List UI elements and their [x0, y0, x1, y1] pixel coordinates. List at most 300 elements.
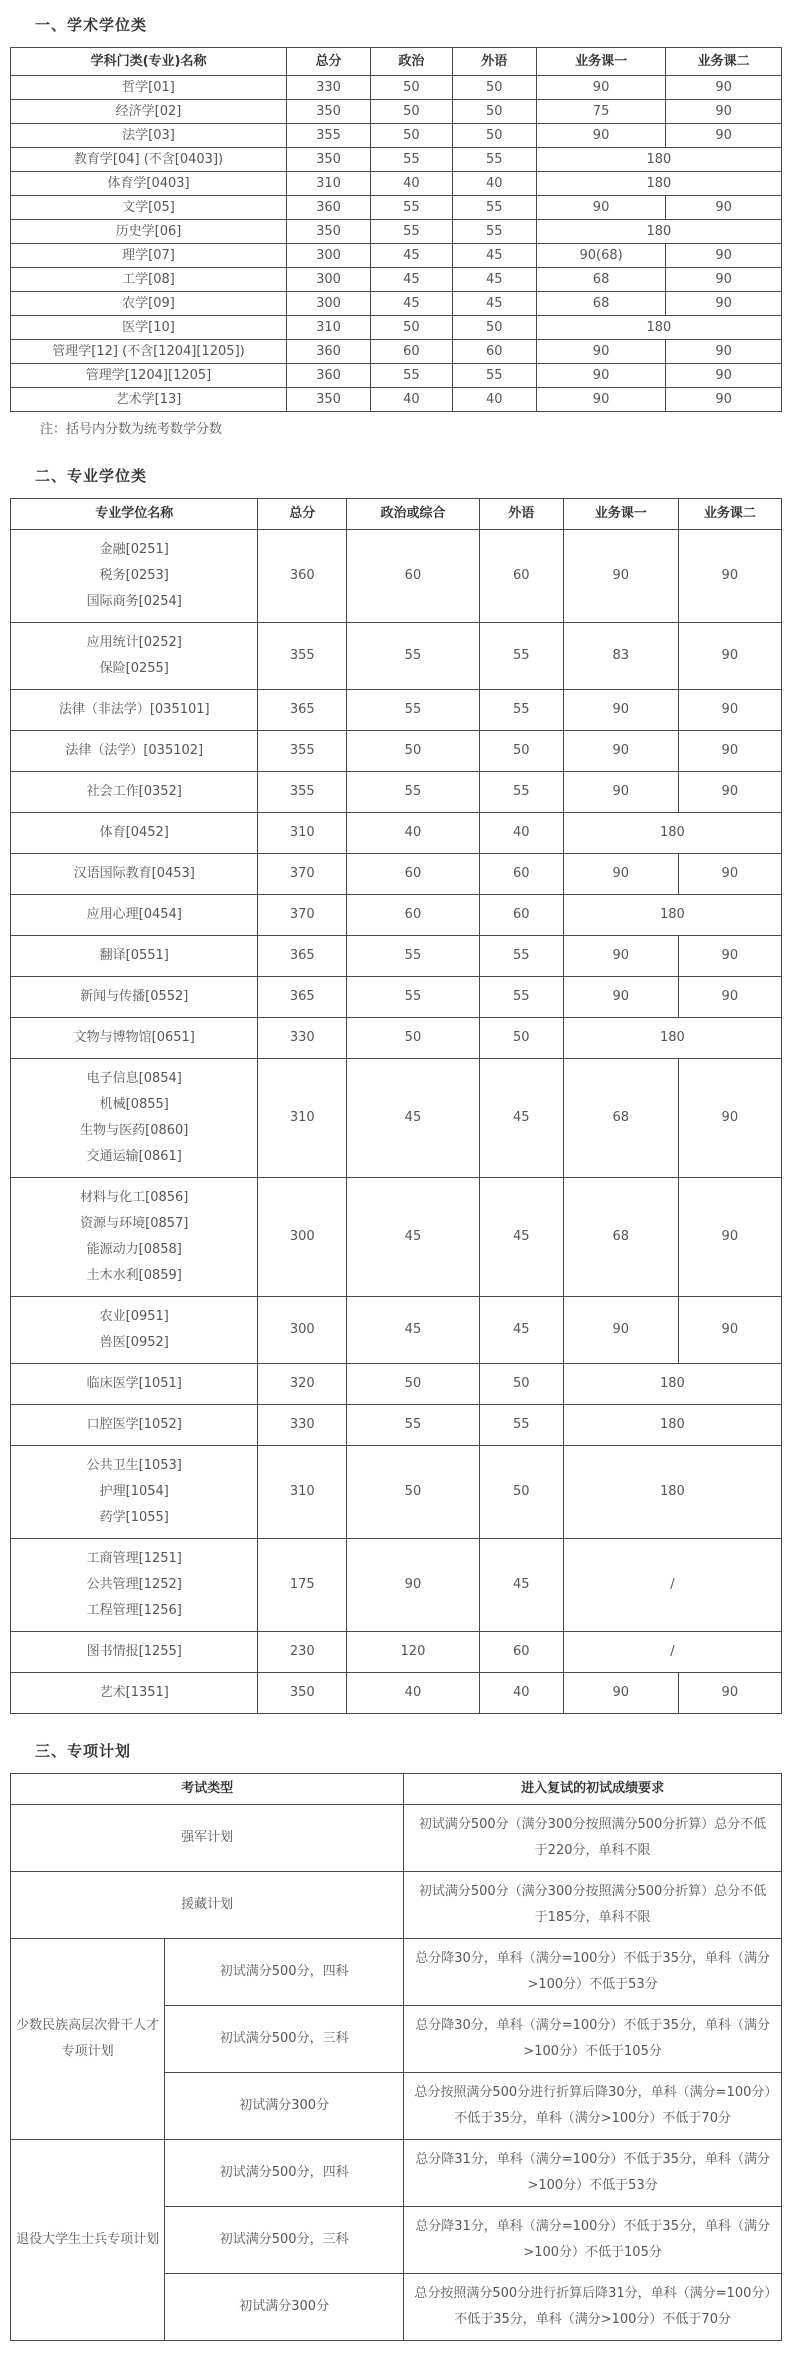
score-cell: 350 [287, 388, 371, 412]
score-cell: 350 [287, 100, 371, 124]
score-cell: 365 [258, 936, 347, 977]
score-cell: 90 [563, 1673, 678, 1714]
score-cell: 55 [479, 623, 563, 690]
score-cell: 40 [452, 172, 536, 196]
subject-name: 教育学[04] (不含[0403]) [73, 152, 224, 167]
subject-name: 历史学[06] [115, 224, 182, 239]
subject-name: 保险[0255] [99, 661, 169, 676]
score-cell: 60 [479, 1632, 563, 1673]
professional-table-head [11, 499, 782, 530]
table-row [11, 244, 782, 268]
table-row [11, 316, 782, 340]
score-cell: 55 [371, 220, 453, 244]
score-cell: 90 [536, 388, 666, 412]
score-cell: 55 [452, 220, 536, 244]
column-header: 进入复试的初试成绩要求 [404, 1774, 782, 1805]
subject-name: 交通运输[0861] [86, 1149, 182, 1164]
score-cell: 175 [258, 1539, 347, 1632]
table-row [11, 1632, 782, 1673]
subject-name-cell [11, 316, 287, 340]
score-cell: 40 [347, 1673, 480, 1714]
subject-name: 体育[0452] [99, 825, 169, 840]
subject-name: 生物与医药[0860] [80, 1123, 189, 1138]
score-cell: 55 [347, 772, 480, 813]
subject-name: 兽医[0952] [99, 1335, 169, 1350]
requirement-cell: 总分降30分，单科（满分=100分）不低于35分，单科（满分>100分）不低于105分 [404, 2006, 782, 2073]
score-cell: 55 [452, 196, 536, 220]
score-cell: 320 [258, 1364, 347, 1405]
section3-title: 三、专项计划 [35, 1742, 132, 1760]
subject-name: 护理[1054] [99, 1484, 169, 1499]
score-cell: 90 [563, 690, 678, 731]
score-cell: 90 [678, 530, 781, 623]
subject-name: 文物与博物馆[0651] [73, 1030, 195, 1045]
score-cell: 90 [678, 854, 781, 895]
subject-name-cell [11, 340, 287, 364]
score-cell: 50 [371, 316, 453, 340]
score-cell: 310 [258, 813, 347, 854]
column-header: 政治 [371, 48, 453, 76]
score-cell: 90 [678, 731, 781, 772]
table-row [11, 388, 782, 412]
score-cell: 90 [536, 340, 666, 364]
score-cell: 90 [678, 1297, 781, 1364]
table-row [11, 1297, 782, 1364]
score-cell: 355 [258, 772, 347, 813]
requirement-cell: 总分按照满分500分进行折算后降31分，单科（满分=100分）不低于35分，单科（满分>100分）不低于70分 [404, 2274, 782, 2341]
score-cell: 360 [287, 364, 371, 388]
score-cell: 50 [479, 1364, 563, 1405]
subject-name: 应用心理[0454] [86, 907, 182, 922]
score-cell: 360 [287, 340, 371, 364]
merged-score-cell: / [563, 1632, 781, 1673]
score-cell: 68 [536, 268, 666, 292]
merged-score-cell: 180 [536, 316, 781, 340]
score-cell: 55 [371, 148, 453, 172]
subject-name: 哲学[01] [122, 80, 175, 95]
subject-name-cell [11, 1446, 258, 1539]
score-cell: 90 [666, 196, 782, 220]
subject-name: 资源与环境[0857] [80, 1216, 189, 1231]
table-row [11, 148, 782, 172]
score-cell: 68 [563, 1178, 678, 1297]
requirement-cell: 总分降30分，单科（满分=100分）不低于35分，单科（满分>100分）不低于53分 [404, 1939, 782, 2006]
subject-name-cell [11, 936, 258, 977]
score-cell: 90 [666, 364, 782, 388]
table-row [11, 1405, 782, 1446]
table-row [11, 100, 782, 124]
exam-type-cell: 援藏计划 [11, 1872, 404, 1939]
subject-name-cell [11, 530, 258, 623]
table-row [11, 1939, 782, 2006]
subject-name-cell [11, 977, 258, 1018]
score-cell: 60 [479, 895, 563, 936]
score-cell: 360 [287, 196, 371, 220]
score-cell: 55 [479, 1405, 563, 1446]
score-cell: 370 [258, 895, 347, 936]
score-cell: 90 [666, 388, 782, 412]
score-cell: 300 [287, 292, 371, 316]
merged-score-cell: 180 [536, 220, 781, 244]
score-cell: 40 [452, 388, 536, 412]
score-cell: 50 [347, 1018, 480, 1059]
score-cell: 40 [371, 172, 453, 196]
subject-name-cell [11, 1632, 258, 1673]
score-cell: 350 [287, 148, 371, 172]
score-cell: 90 [666, 268, 782, 292]
academic-table-body [11, 76, 782, 412]
score-cell: 83 [563, 623, 678, 690]
score-cell: 45 [479, 1539, 563, 1632]
merged-score-cell: 180 [563, 813, 781, 854]
table-row [11, 196, 782, 220]
table-row [11, 530, 782, 623]
table-row [11, 731, 782, 772]
professional-table-body [11, 530, 782, 1714]
score-cell: 300 [258, 1297, 347, 1364]
score-cell: 310 [258, 1059, 347, 1178]
score-cell: 300 [287, 244, 371, 268]
score-cell: 360 [258, 530, 347, 623]
score-cell: 310 [258, 1446, 347, 1539]
score-cell: 45 [479, 1059, 563, 1178]
table-row [11, 1872, 782, 1939]
column-header: 总分 [258, 499, 347, 530]
score-cell: 50 [452, 76, 536, 100]
score-cell: 90 [678, 1178, 781, 1297]
score-cell: 90 [536, 364, 666, 388]
score-cell: 90 [563, 530, 678, 623]
column-header: 学科门类(专业)名称 [11, 48, 287, 76]
special-plan-table-body [11, 1805, 782, 2341]
exam-subtype-cell: 初试满分500分，三科 [165, 2207, 404, 2274]
score-cell: 90 [666, 340, 782, 364]
subject-name: 文学[05] [122, 200, 175, 215]
score-cell: 45 [452, 244, 536, 268]
score-cell: 90 [678, 936, 781, 977]
score-cell: 55 [371, 196, 453, 220]
merged-score-cell: 180 [536, 172, 781, 196]
column-header: 总分 [287, 48, 371, 76]
table-row [11, 690, 782, 731]
score-cell: 355 [287, 124, 371, 148]
score-cell: 60 [347, 530, 480, 623]
subject-name-cell [11, 244, 287, 268]
score-cell: 68 [536, 292, 666, 316]
subject-name-cell [11, 100, 287, 124]
subject-name-cell [11, 1018, 258, 1059]
requirement-cell: 总分按照满分500分进行折算后降30分，单科（满分=100分）不低于35分，单科（满分>100分）不低于70分 [404, 2073, 782, 2140]
requirement-cell: 初试满分500分（满分300分按照满分500分折算）总分不低于185分，单科不限 [404, 1872, 782, 1939]
subject-name-cell [11, 76, 287, 100]
subject-name-cell [11, 196, 287, 220]
subject-name: 艺术[1351] [99, 1685, 169, 1700]
score-cell: 50 [452, 100, 536, 124]
subject-name-cell [11, 364, 287, 388]
subject-name: 能源动力[0858] [86, 1242, 182, 1257]
score-cell: 68 [563, 1059, 678, 1178]
column-header: 专业学位名称 [11, 499, 258, 530]
score-cell: 90 [666, 76, 782, 100]
subject-name: 法律（法学）[035102] [65, 743, 204, 758]
merged-score-cell: 180 [563, 895, 781, 936]
subject-name-cell [11, 388, 287, 412]
score-cell: 90 [678, 1673, 781, 1714]
score-cell: 330 [287, 76, 371, 100]
subject-name-cell [11, 813, 258, 854]
academic-degree-table [10, 47, 782, 412]
table-row [11, 76, 782, 100]
score-cell: 60 [347, 854, 480, 895]
subject-name: 新闻与传播[0552] [80, 989, 189, 1004]
score-cell: 330 [258, 1405, 347, 1446]
score-cell: 330 [258, 1018, 347, 1059]
merged-score-cell: 180 [563, 1018, 781, 1059]
subject-name: 法律（非法学）[035101] [58, 702, 210, 717]
score-cell: 350 [258, 1673, 347, 1714]
subject-name: 机械[0855] [99, 1097, 169, 1112]
score-cell: 75 [536, 100, 666, 124]
score-cell: 90 [563, 772, 678, 813]
column-header: 业务课二 [678, 499, 781, 530]
table-row [11, 854, 782, 895]
score-cell: 90 [563, 977, 678, 1018]
special-plan-table-head [11, 1774, 782, 1805]
subject-name-cell [11, 623, 258, 690]
subject-name-cell [11, 1297, 258, 1364]
special-plan-table [10, 1773, 782, 2341]
score-cell: 60 [347, 895, 480, 936]
header-row [11, 499, 782, 530]
score-cell: 45 [479, 1297, 563, 1364]
table-row [11, 1059, 782, 1178]
subject-name: 艺术学[13] [115, 392, 182, 407]
subject-name: 管理学[12] (不含[1204][1205]) [52, 344, 245, 359]
column-header: 考试类型 [11, 1774, 404, 1805]
score-cell: 40 [479, 813, 563, 854]
table-row [11, 1364, 782, 1405]
score-cell: 55 [452, 148, 536, 172]
score-cell: 90 [536, 124, 666, 148]
subject-name: 工学[08] [122, 272, 175, 287]
score-cell: 50 [452, 124, 536, 148]
score-cell: 90 [666, 124, 782, 148]
subject-name: 管理学[1204][1205] [85, 368, 212, 383]
subject-name-cell [11, 1364, 258, 1405]
score-cell: 45 [371, 244, 453, 268]
subject-name-cell [11, 772, 258, 813]
subject-name: 法学[03] [122, 128, 175, 143]
score-cell: 45 [347, 1059, 480, 1178]
score-cell: 365 [258, 977, 347, 1018]
merged-score-cell: 180 [536, 148, 781, 172]
merged-score-cell: 180 [563, 1364, 781, 1405]
table-row [11, 340, 782, 364]
column-header: 外语 [452, 48, 536, 76]
subject-name: 工程管理[1256] [86, 1603, 182, 1618]
table-row [11, 977, 782, 1018]
table-row [11, 2140, 782, 2207]
score-cell: 90 [666, 292, 782, 316]
exam-subtype-cell: 初试满分300分 [165, 2073, 404, 2140]
score-cell: 50 [371, 76, 453, 100]
score-cell: 45 [452, 268, 536, 292]
score-cell: 90 [563, 854, 678, 895]
exam-subtype-cell: 初试满分500分，四科 [165, 1939, 404, 2006]
score-cell: 90 [563, 936, 678, 977]
score-cell: 40 [347, 813, 480, 854]
score-cell: 45 [371, 268, 453, 292]
score-cell: 45 [347, 1178, 480, 1297]
score-cell: 90 [536, 76, 666, 100]
subject-name-cell [11, 731, 258, 772]
score-cell: 55 [347, 623, 480, 690]
requirement-cell: 总分降31分，单科（满分=100分）不低于35分，单科（满分>100分）不低于53分 [404, 2140, 782, 2207]
score-cell: 55 [452, 364, 536, 388]
score-cell: 90 [666, 244, 782, 268]
score-cell: 90 [678, 690, 781, 731]
subject-name-cell [11, 1059, 258, 1178]
score-cell: 40 [371, 388, 453, 412]
subject-name: 农学[09] [122, 296, 175, 311]
score-cell: 55 [479, 690, 563, 731]
subject-name: 金融[0251] [99, 542, 169, 557]
score-cell: 40 [479, 1673, 563, 1714]
score-cell: 120 [347, 1632, 480, 1673]
score-cell: 45 [371, 292, 453, 316]
subject-name-cell [11, 220, 287, 244]
requirement-cell: 总分降31分，单科（满分=100分）不低于35分，单科（满分>100分）不低于105分 [404, 2207, 782, 2274]
subject-name: 农业[0951] [99, 1309, 169, 1324]
subject-name-cell [11, 895, 258, 936]
score-cell: 50 [479, 731, 563, 772]
score-cell: 60 [371, 340, 453, 364]
table-row [11, 1446, 782, 1539]
subject-name: 理学[07] [122, 248, 175, 263]
table-row [11, 772, 782, 813]
score-cell: 90 [678, 772, 781, 813]
score-cell: 90 [563, 731, 678, 772]
score-cell: 55 [479, 936, 563, 977]
section2-title: 二、专业学位类 [35, 467, 148, 485]
subject-name-cell [11, 172, 287, 196]
plan-group-cell: 少数民族高层次骨干人才专项计划 [11, 1939, 165, 2140]
subject-name: 国际商务[0254] [86, 594, 182, 609]
academic-table-head [11, 48, 782, 76]
score-cell: 55 [347, 936, 480, 977]
score-cell: 355 [258, 731, 347, 772]
header-row [11, 48, 782, 76]
subject-name-cell [11, 854, 258, 895]
exam-subtype-cell: 初试满分300分 [165, 2274, 404, 2341]
table-row [11, 364, 782, 388]
header-row [11, 1774, 782, 1805]
score-cell: 50 [479, 1446, 563, 1539]
column-header: 业务课二 [666, 48, 782, 76]
score-cell: 90 [678, 623, 781, 690]
score-cell: 60 [479, 530, 563, 623]
score-cell: 350 [287, 220, 371, 244]
score-cell: 90 [563, 1297, 678, 1364]
subject-name-cell [11, 148, 287, 172]
subject-name: 公共管理[1252] [86, 1577, 182, 1592]
score-cell: 55 [347, 977, 480, 1018]
score-cell: 90 [536, 196, 666, 220]
table-row [11, 1673, 782, 1714]
section1-title: 一、学术学位类 [35, 16, 148, 34]
table-row [11, 172, 782, 196]
subject-name: 图书情报[1255] [86, 1644, 182, 1659]
score-cell: 90 [678, 1059, 781, 1178]
score-cell: 90 [678, 977, 781, 1018]
subject-name: 药学[1055] [99, 1510, 169, 1525]
score-cell: 90 [666, 100, 782, 124]
subject-name: 材料与化工[0856] [80, 1190, 189, 1205]
exam-type-cell: 强军计划 [11, 1805, 404, 1872]
table-row [11, 1805, 782, 1872]
column-header: 业务课一 [536, 48, 666, 76]
score-cell: 50 [371, 100, 453, 124]
score-cell: 55 [479, 977, 563, 1018]
subject-name-cell [11, 268, 287, 292]
professional-degree-table [10, 498, 782, 1714]
table-row [11, 124, 782, 148]
merged-score-cell: / [563, 1539, 781, 1632]
score-cell: 310 [287, 316, 371, 340]
table-row [11, 813, 782, 854]
subject-name-cell [11, 1178, 258, 1297]
score-cell: 300 [287, 268, 371, 292]
subject-name-cell [11, 1539, 258, 1632]
score-cell: 45 [452, 292, 536, 316]
score-cell: 300 [258, 1178, 347, 1297]
score-cell: 60 [479, 854, 563, 895]
score-cell: 230 [258, 1632, 347, 1673]
subject-name: 经济学[02] [115, 104, 182, 119]
exam-subtype-cell: 初试满分500分，三科 [165, 2006, 404, 2073]
score-cell: 50 [452, 316, 536, 340]
merged-score-cell: 180 [563, 1405, 781, 1446]
score-cell: 50 [479, 1018, 563, 1059]
table-row [11, 1539, 782, 1632]
subject-name: 公共卫生[1053] [86, 1458, 182, 1473]
score-cell: 50 [371, 124, 453, 148]
score-cell: 50 [347, 1446, 480, 1539]
table-row [11, 895, 782, 936]
requirement-cell: 初试满分500分（满分300分按照满分500分折算）总分不低于220分，单科不限 [404, 1805, 782, 1872]
table-row [11, 220, 782, 244]
score-cell: 50 [347, 1364, 480, 1405]
column-header: 政治或综合 [347, 499, 480, 530]
score-cell: 45 [347, 1297, 480, 1364]
score-cell: 45 [479, 1178, 563, 1297]
column-header: 外语 [479, 499, 563, 530]
score-cell: 50 [347, 731, 480, 772]
subject-name: 体育学[0403] [107, 176, 190, 191]
subject-name: 电子信息[0854] [86, 1071, 182, 1086]
subject-name: 应用统计[0252] [86, 635, 182, 650]
subject-name: 口腔医学[1052] [86, 1417, 182, 1432]
subject-name: 临床医学[1051] [86, 1376, 182, 1391]
score-cell: 90 [347, 1539, 480, 1632]
subject-name: 税务[0253] [99, 568, 169, 583]
table-row [11, 936, 782, 977]
table-row [11, 623, 782, 690]
score-cell: 355 [258, 623, 347, 690]
table-row [11, 1178, 782, 1297]
column-header: 业务课一 [563, 499, 678, 530]
subject-name: 社会工作[0352] [86, 784, 182, 799]
